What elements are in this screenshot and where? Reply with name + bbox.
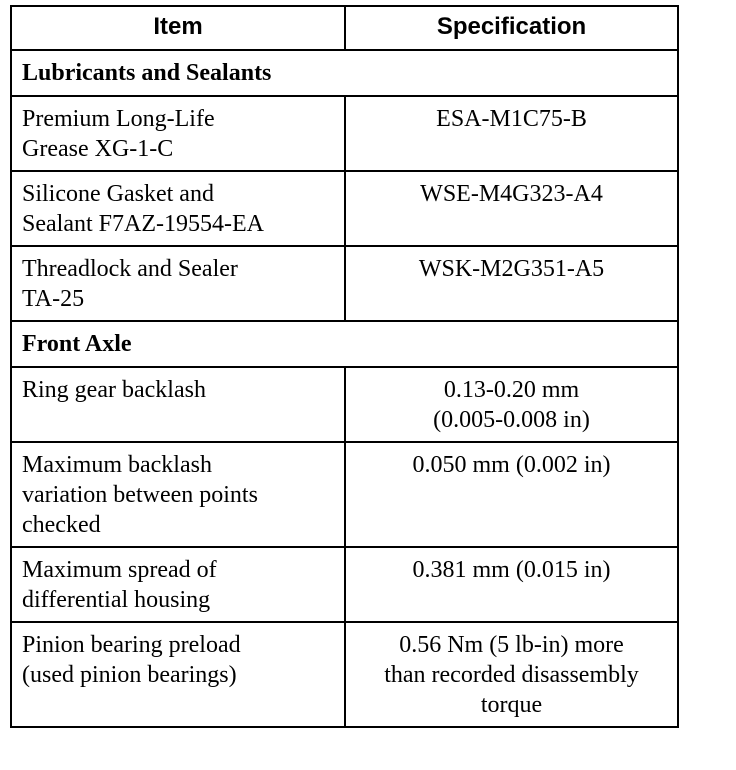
item-text-line: Ring gear backlash	[22, 377, 206, 403]
spec-text-line: ESA-M1C75-B	[436, 106, 587, 132]
item-text-line: Sealant F7AZ-19554-EA	[22, 211, 264, 237]
item-text-line: Silicone Gasket and	[22, 181, 214, 207]
section-title: Lubricants and Sealants	[11, 50, 678, 96]
item-cell	[11, 246, 345, 321]
item-text-line: TA-25	[22, 286, 85, 312]
section-title: Front Axle	[11, 321, 678, 367]
spec-text-line: 0.381 mm (0.015 in)	[412, 557, 611, 583]
spec-text-line: WSK-M2G351-A5	[418, 256, 605, 282]
item-text-line: variation between points	[22, 482, 258, 508]
spec-cell	[345, 547, 678, 622]
specification-column-header: Specification	[345, 6, 678, 50]
table-row	[11, 367, 678, 442]
table-row	[11, 622, 678, 727]
item-cell	[11, 547, 345, 622]
item-text-line: (used pinion bearings)	[22, 662, 237, 688]
table-header-row	[11, 6, 678, 50]
spec-cell	[345, 367, 678, 442]
item-cell	[11, 622, 345, 727]
spec-cell	[345, 442, 678, 547]
spec-cell	[345, 622, 678, 727]
table-row	[11, 442, 678, 547]
specification-table	[10, 5, 679, 728]
spec-cell	[345, 171, 678, 246]
item-text-line: differential housing	[22, 587, 211, 613]
spec-text-line: torque	[480, 692, 543, 718]
item-text-line: Maximum spread of	[22, 557, 217, 583]
spec-cell	[345, 246, 678, 321]
item-cell	[11, 96, 345, 171]
item-text-line: Grease XG-1-C	[22, 136, 174, 162]
section-row	[11, 50, 678, 96]
item-cell	[11, 171, 345, 246]
item-text-line: checked	[22, 512, 101, 538]
spec-cell	[345, 96, 678, 171]
item-text-line: Premium Long-Life	[22, 106, 215, 132]
item-text-line: Pinion bearing preload	[22, 632, 241, 658]
spec-text-line: 0.56 Nm (5 lb-in) more	[399, 632, 624, 658]
table-row	[11, 96, 678, 171]
table-row	[11, 547, 678, 622]
spec-text-line: 0.050 mm (0.002 in)	[412, 452, 611, 478]
item-cell	[11, 442, 345, 547]
item-column-header: Item	[11, 6, 345, 50]
item-text-line: Threadlock and Sealer	[22, 256, 238, 282]
item-text-line: Maximum backlash	[22, 452, 212, 478]
spec-text-line: than recorded disassembly	[384, 662, 639, 688]
table-row	[11, 246, 678, 321]
spec-text-line: WSE-M4G323-A4	[420, 181, 603, 207]
spec-text-line: 0.13-0.20 mm	[443, 377, 580, 403]
table-row	[11, 171, 678, 246]
section-row	[11, 321, 678, 367]
spec-text-line: (0.005-0.008 in)	[433, 407, 590, 433]
item-cell	[11, 367, 345, 442]
